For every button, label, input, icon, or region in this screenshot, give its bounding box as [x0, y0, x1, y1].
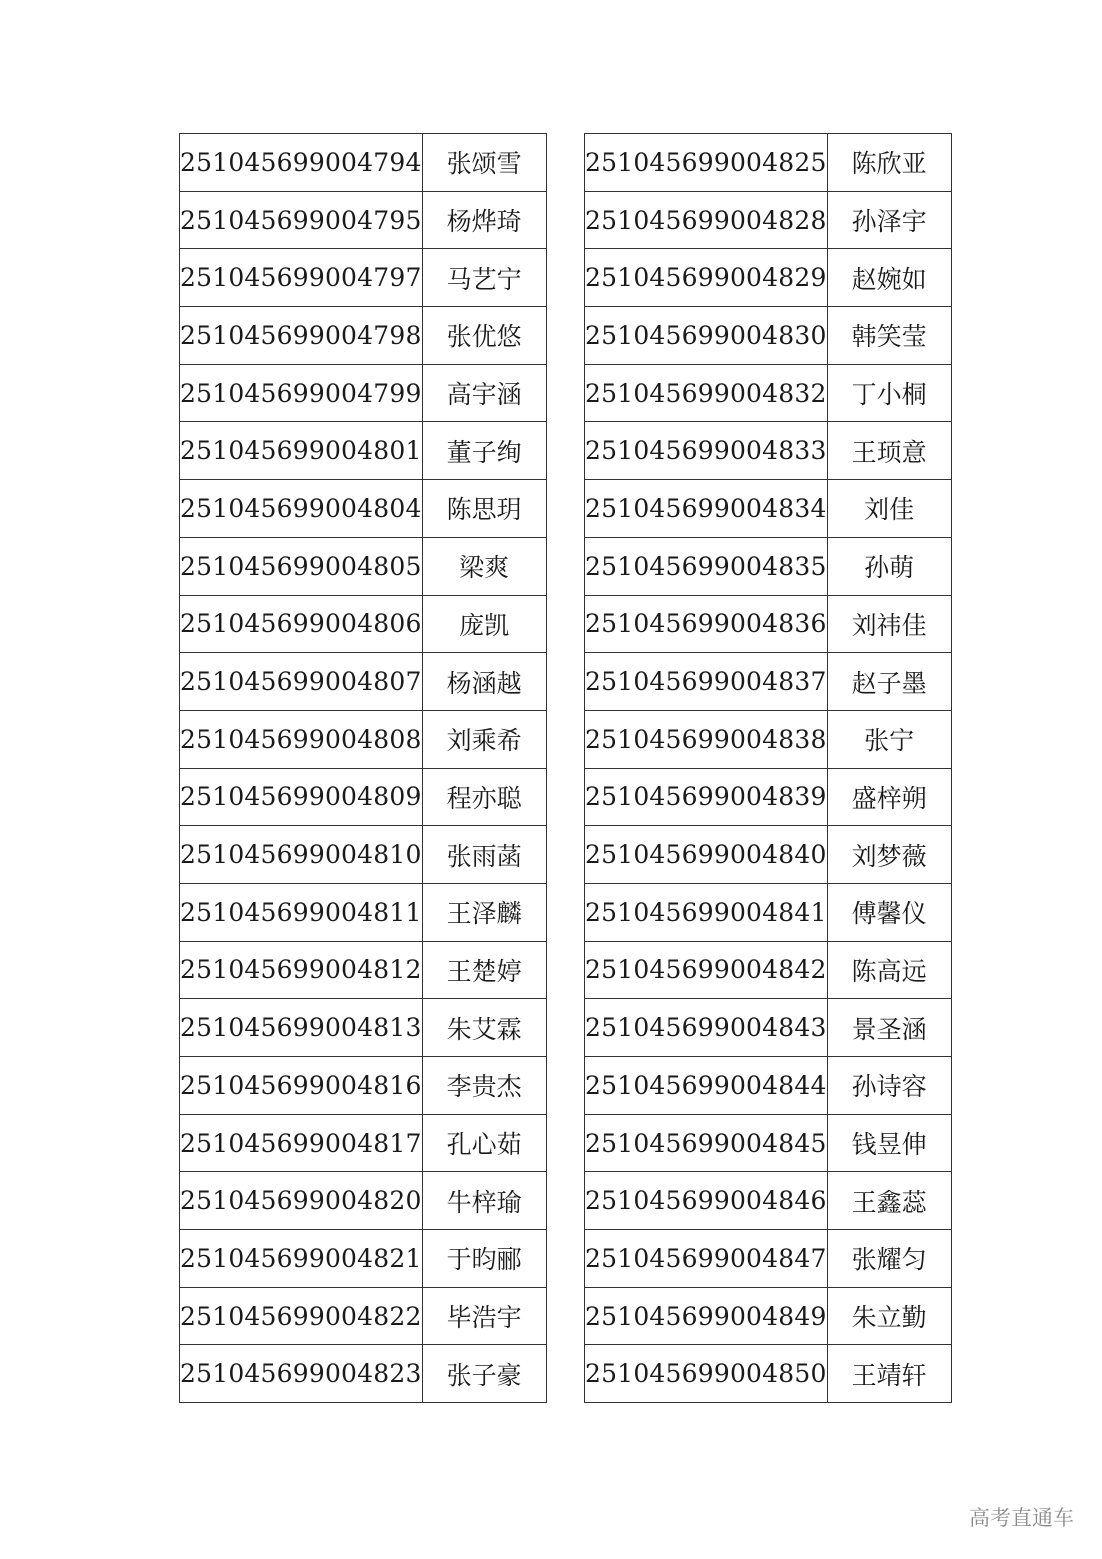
candidate-id-cell: 251045699004804 — [180, 480, 423, 538]
table-row — [585, 1345, 952, 1403]
candidate-id-cell: 251045699004817 — [180, 1114, 423, 1172]
candidate-name-cell: 王鑫蕊 — [827, 1172, 951, 1230]
table-row — [180, 364, 547, 422]
candidate-name-cell: 刘祎佳 — [827, 595, 951, 653]
candidate-id-cell: 251045699004806 — [180, 595, 423, 653]
candidate-name-cell: 毕浩宇 — [422, 1287, 546, 1345]
table-row — [585, 999, 952, 1057]
candidate-id-cell: 251045699004825 — [585, 134, 828, 192]
table-row — [585, 1172, 952, 1230]
candidate-name-cell: 孔心茹 — [422, 1114, 546, 1172]
candidate-name-cell: 牛梓瑜 — [422, 1172, 546, 1230]
table-row — [180, 249, 547, 307]
table-row — [180, 191, 547, 249]
candidate-name-cell: 马艺宁 — [422, 249, 546, 307]
table-row — [180, 1287, 547, 1345]
candidate-id-cell: 251045699004821 — [180, 1230, 423, 1288]
candidate-id-cell: 251045699004823 — [180, 1345, 423, 1403]
table-row — [180, 999, 547, 1057]
candidate-name-cell: 钱昱伸 — [827, 1114, 951, 1172]
candidate-name-cell: 盛梓朔 — [827, 768, 951, 826]
candidate-id-cell: 251045699004835 — [585, 537, 828, 595]
candidate-name-cell: 赵婉如 — [827, 249, 951, 307]
candidate-id-cell: 251045699004799 — [180, 364, 423, 422]
table-row — [180, 941, 547, 999]
candidate-id-cell: 251045699004843 — [585, 999, 828, 1057]
candidate-name-cell: 刘梦薇 — [827, 826, 951, 884]
table-row — [585, 883, 952, 941]
table-row — [180, 595, 547, 653]
table-row — [180, 134, 547, 192]
candidate-id-cell: 251045699004809 — [180, 768, 423, 826]
table-row — [585, 480, 952, 538]
table-row — [585, 653, 952, 711]
roster-table-right-body — [585, 134, 952, 1403]
candidate-id-cell: 251045699004834 — [585, 480, 828, 538]
candidate-id-cell: 251045699004829 — [585, 249, 828, 307]
candidate-name-cell: 朱立勤 — [827, 1287, 951, 1345]
candidate-name-cell: 朱艾霖 — [422, 999, 546, 1057]
table-row — [180, 826, 547, 884]
candidate-name-cell: 陈高远 — [827, 941, 951, 999]
candidate-name-cell: 张子豪 — [422, 1345, 546, 1403]
table-row — [585, 134, 952, 192]
candidate-name-cell: 孙萌 — [827, 537, 951, 595]
table-row — [585, 249, 952, 307]
candidate-name-cell: 杨烨琦 — [422, 191, 546, 249]
candidate-id-cell: 251045699004846 — [585, 1172, 828, 1230]
candidate-id-cell: 251045699004822 — [180, 1287, 423, 1345]
candidate-name-cell: 赵子墨 — [827, 653, 951, 711]
candidate-name-cell: 傅馨仪 — [827, 883, 951, 941]
candidate-id-cell: 251045699004810 — [180, 826, 423, 884]
candidate-name-cell: 王顼意 — [827, 422, 951, 480]
candidate-name-cell: 张宁 — [827, 710, 951, 768]
candidate-name-cell: 张耀匀 — [827, 1230, 951, 1288]
table-row — [180, 422, 547, 480]
table-row — [585, 595, 952, 653]
candidate-name-cell: 刘佳 — [827, 480, 951, 538]
candidate-name-cell: 董子绚 — [422, 422, 546, 480]
roster-table-right — [584, 133, 952, 1403]
candidate-id-cell: 251045699004812 — [180, 941, 423, 999]
table-row — [180, 480, 547, 538]
candidate-id-cell: 251045699004798 — [180, 307, 423, 365]
table-row — [585, 191, 952, 249]
candidate-id-cell: 251045699004844 — [585, 1057, 828, 1115]
candidate-name-cell: 王泽麟 — [422, 883, 546, 941]
table-row — [585, 710, 952, 768]
table-row — [585, 1057, 952, 1115]
candidate-id-cell: 251045699004842 — [585, 941, 828, 999]
candidate-id-cell: 251045699004837 — [585, 653, 828, 711]
candidate-id-cell: 251045699004820 — [180, 1172, 423, 1230]
table-row — [585, 364, 952, 422]
candidate-name-cell: 刘乘希 — [422, 710, 546, 768]
candidate-name-cell: 梁爽 — [422, 537, 546, 595]
roster-table-left — [179, 133, 547, 1403]
candidate-id-cell: 251045699004830 — [585, 307, 828, 365]
candidate-name-cell: 陈思玥 — [422, 480, 546, 538]
candidate-name-cell: 韩笑莹 — [827, 307, 951, 365]
candidate-id-cell: 251045699004797 — [180, 249, 423, 307]
candidate-id-cell: 251045699004845 — [585, 1114, 828, 1172]
candidate-id-cell: 251045699004839 — [585, 768, 828, 826]
table-row — [585, 941, 952, 999]
table-row — [180, 1172, 547, 1230]
candidate-name-cell: 丁小桐 — [827, 364, 951, 422]
candidate-name-cell: 高宇涵 — [422, 364, 546, 422]
table-row — [180, 768, 547, 826]
table-row — [180, 653, 547, 711]
table-row — [180, 1114, 547, 1172]
candidate-id-cell: 251045699004805 — [180, 537, 423, 595]
table-row — [180, 1057, 547, 1115]
candidate-name-cell: 张颂雪 — [422, 134, 546, 192]
candidate-id-cell: 251045699004807 — [180, 653, 423, 711]
table-row — [180, 710, 547, 768]
candidate-name-cell: 李贵杰 — [422, 1057, 546, 1115]
candidate-id-cell: 251045699004838 — [585, 710, 828, 768]
candidate-name-cell: 孙泽宇 — [827, 191, 951, 249]
candidate-name-cell: 张雨菡 — [422, 826, 546, 884]
candidate-name-cell: 杨涵越 — [422, 653, 546, 711]
candidate-id-cell: 251045699004795 — [180, 191, 423, 249]
table-row — [585, 1287, 952, 1345]
candidate-id-cell: 251045699004841 — [585, 883, 828, 941]
candidate-name-cell: 程亦聪 — [422, 768, 546, 826]
candidate-name-cell: 景圣涵 — [827, 999, 951, 1057]
candidate-id-cell: 251045699004850 — [585, 1345, 828, 1403]
table-row — [180, 883, 547, 941]
table-row — [180, 1345, 547, 1403]
candidate-name-cell: 庞凯 — [422, 595, 546, 653]
candidate-id-cell: 251045699004813 — [180, 999, 423, 1057]
table-row — [585, 307, 952, 365]
candidate-id-cell: 251045699004801 — [180, 422, 423, 480]
candidate-id-cell: 251045699004794 — [180, 134, 423, 192]
table-row — [585, 768, 952, 826]
candidate-name-cell: 王楚婷 — [422, 941, 546, 999]
candidate-name-cell: 张优悠 — [422, 307, 546, 365]
candidate-id-cell: 251045699004847 — [585, 1230, 828, 1288]
table-row — [180, 537, 547, 595]
table-row — [585, 826, 952, 884]
candidate-id-cell: 251045699004828 — [585, 191, 828, 249]
candidate-id-cell: 251045699004816 — [180, 1057, 423, 1115]
candidate-id-cell: 251045699004811 — [180, 883, 423, 941]
candidate-id-cell: 251045699004840 — [585, 826, 828, 884]
candidate-id-cell: 251045699004833 — [585, 422, 828, 480]
candidate-name-cell: 王靖轩 — [827, 1345, 951, 1403]
candidate-id-cell: 251045699004832 — [585, 364, 828, 422]
roster-table-left-body — [180, 134, 547, 1403]
table-row — [180, 1230, 547, 1288]
candidate-id-cell: 251045699004808 — [180, 710, 423, 768]
table-row — [585, 1230, 952, 1288]
table-row — [585, 537, 952, 595]
table-row — [585, 422, 952, 480]
table-row — [180, 307, 547, 365]
candidate-id-cell: 251045699004836 — [585, 595, 828, 653]
candidate-name-cell: 陈欣亚 — [827, 134, 951, 192]
candidate-id-cell: 251045699004849 — [585, 1287, 828, 1345]
candidate-name-cell: 孙诗容 — [827, 1057, 951, 1115]
watermark-text: 高考直通车 — [969, 1506, 1074, 1530]
table-row — [585, 1114, 952, 1172]
candidate-name-cell: 于昀郦 — [422, 1230, 546, 1288]
